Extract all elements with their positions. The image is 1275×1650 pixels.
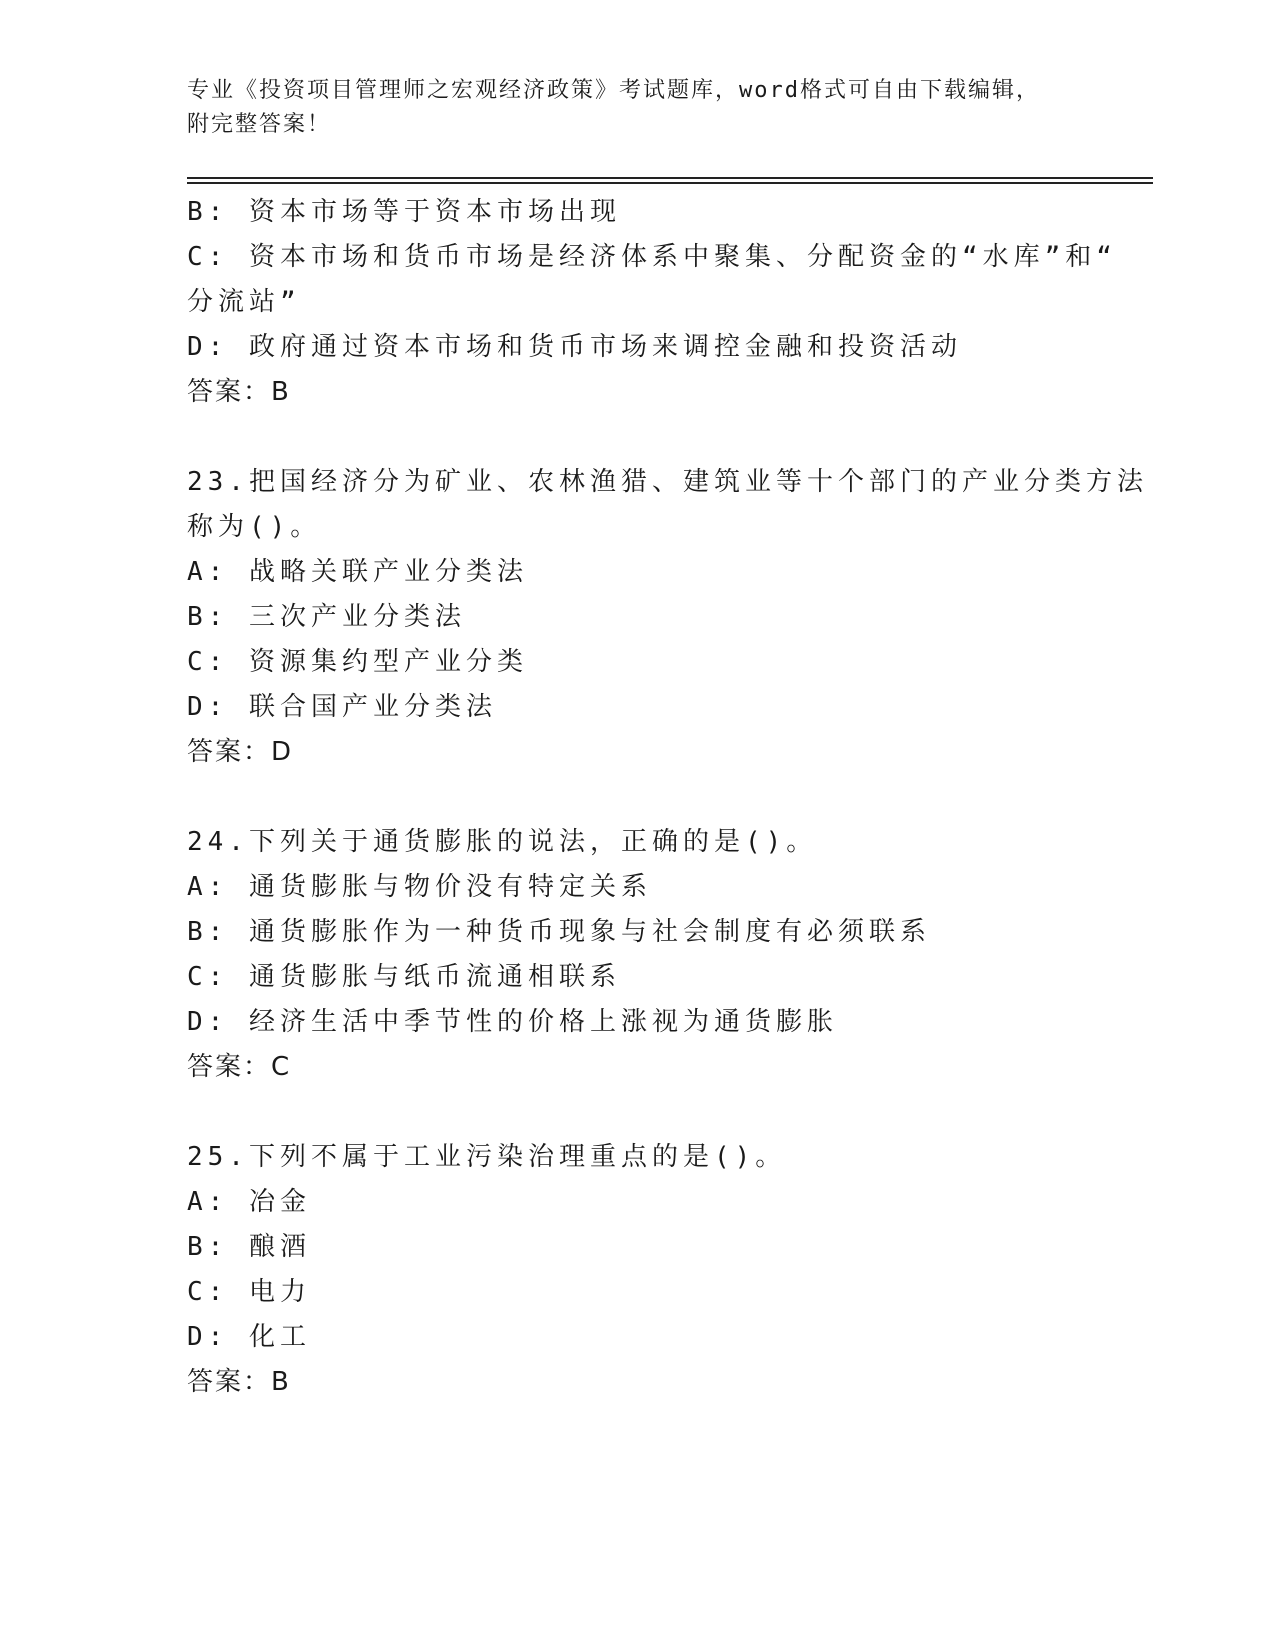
question-25 [187, 1135, 1107, 1405]
document-header [187, 74, 1087, 142]
question-list [187, 190, 1148, 1405]
question-24 [187, 820, 1107, 1090]
spacer [187, 415, 1107, 460]
option-c: C: 通货膨胀与纸币流通相联系 [187, 962, 621, 992]
question-22 [187, 190, 1117, 415]
spacer [187, 1090, 1107, 1135]
option-a: A: 通货膨胀与物价没有特定关系 [187, 872, 652, 902]
header-line-1: 专业《投资项目管理师之宏观经济政策》考试题库，word格式可自由下载编辑， [187, 78, 1040, 103]
option-a: A: 战略关联产业分类法 [187, 557, 528, 587]
option-c-line-2: 分流站” [187, 287, 301, 317]
question-23 [187, 460, 1148, 775]
option-c-line-1: C: 资本市场和货币市场是经济体系中聚集、分配资金的“水库”和“ [187, 242, 1117, 272]
header-divider-top [187, 177, 1153, 179]
option-b: B: 酿酒 [187, 1232, 311, 1262]
answer: 答案：B [187, 377, 291, 407]
option-b: B: 通货膨胀作为一种货币现象与社会制度有必须联系 [187, 917, 931, 947]
option-c: C: 资源集约型产业分类 [187, 647, 528, 677]
option-a: A: 冶金 [187, 1187, 311, 1217]
option-b: B: 三次产业分类法 [187, 602, 466, 632]
option-d: D: 化工 [187, 1322, 311, 1352]
answer: 答案：C [187, 1052, 292, 1082]
option-c: C: 电力 [187, 1277, 311, 1307]
answer: 答案：D [187, 737, 294, 767]
question-stem: 24.下列关于通货膨胀的说法，正确的是()。 [187, 827, 818, 857]
option-b: B: 资本市场等于资本市场出现 [187, 197, 621, 227]
question-stem-line-1: 23.把国经济分为矿业、农林渔猎、建筑业等十个部门的产业分类方法 [187, 467, 1148, 497]
spacer [187, 775, 1107, 820]
question-stem-line-2: 称为()。 [187, 512, 322, 542]
option-d: D: 政府通过资本市场和货币市场来调控金融和投资活动 [187, 332, 962, 362]
answer: 答案：B [187, 1367, 291, 1397]
header-line-2: 附完整答案！ [187, 112, 332, 137]
header-divider-bottom [187, 182, 1153, 184]
question-stem: 25.下列不属于工业污染治理重点的是()。 [187, 1142, 787, 1172]
option-d: D: 联合国产业分类法 [187, 692, 497, 722]
option-d: D: 经济生活中季节性的价格上涨视为通货膨胀 [187, 1007, 838, 1037]
